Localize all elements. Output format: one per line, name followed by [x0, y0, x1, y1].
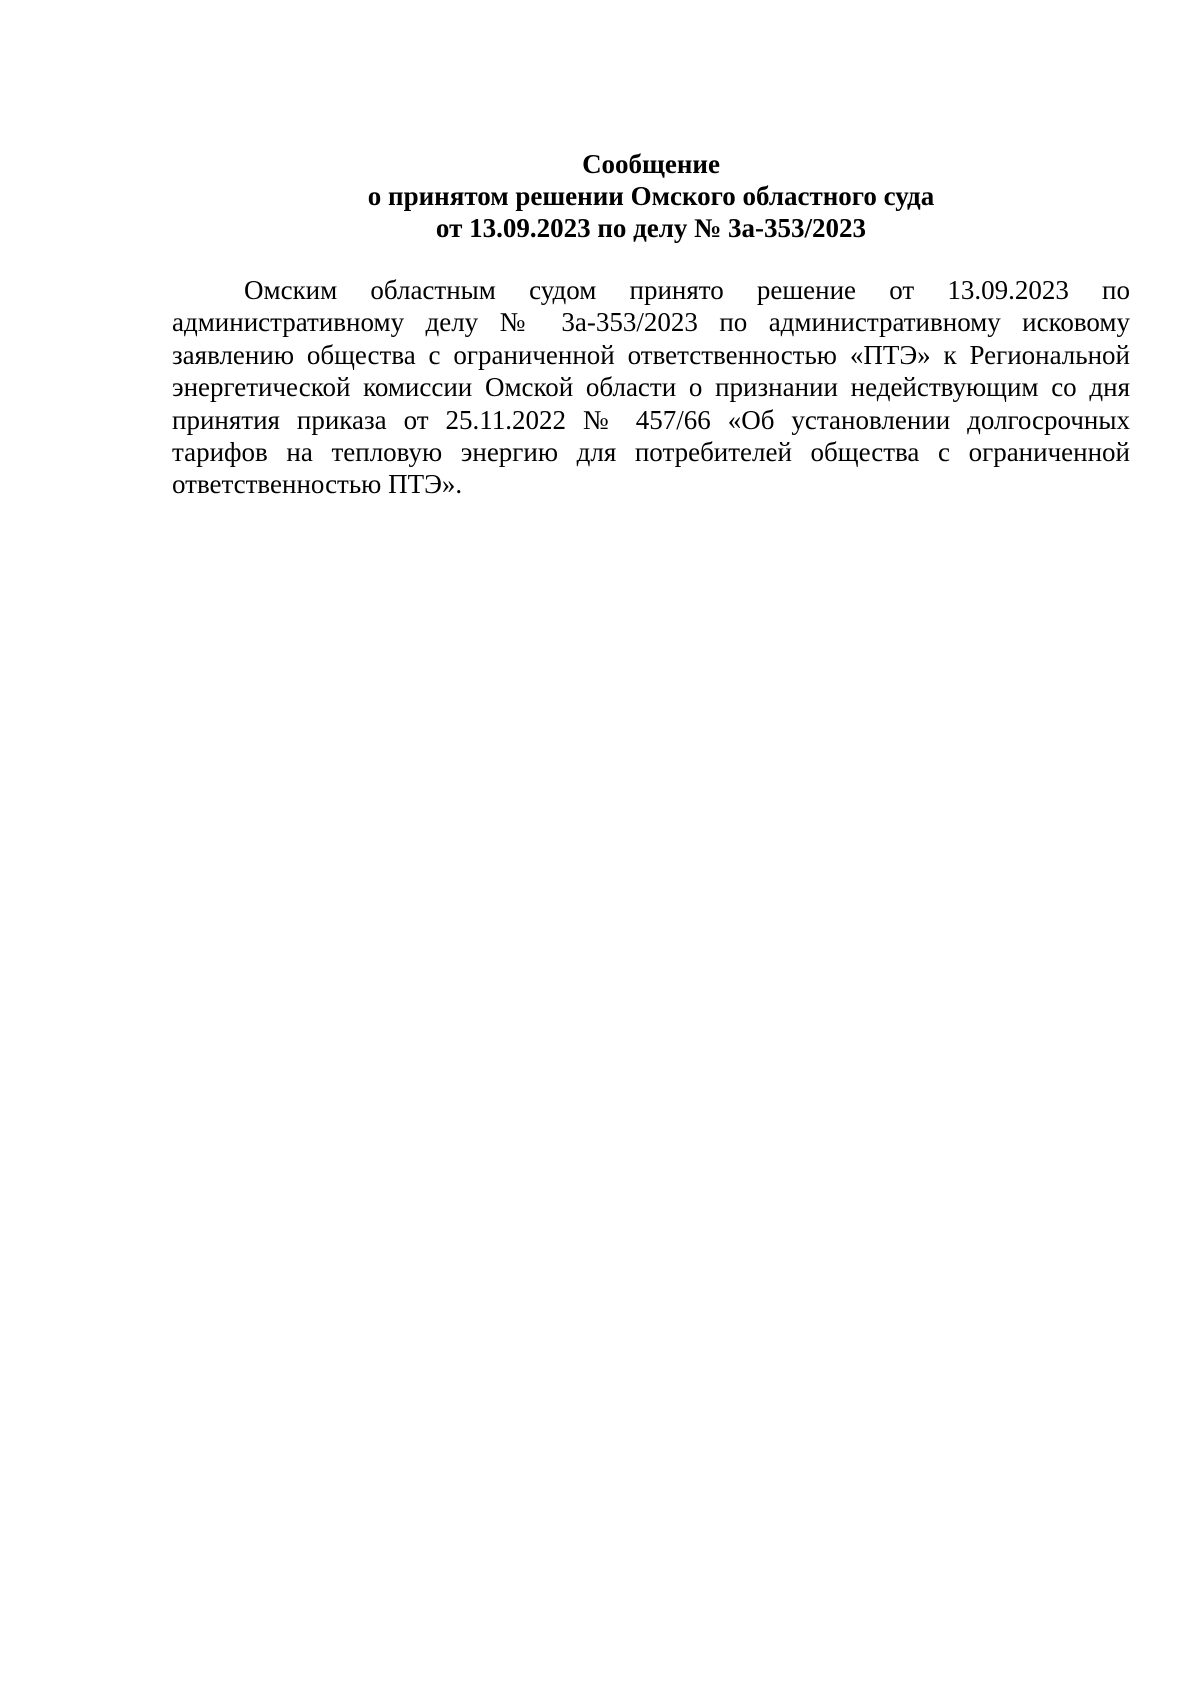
title-line-3: от 13.09.2023 по делу № 3а-353/2023 — [435, 213, 867, 243]
body-paragraph: Омским областным судом принято решение от 13.09.2023 по административному делу № 3а-353/2023 по административному исковому заявлению общества с ограниченной ответственностью «ПТЭ» к Региональной энергетической комиссии Омской области о признании недействующим со дня принятия приказа от 25.11.2022 № 457/66 «Об установлении долгосрочных тарифов на тепловую энергию для потребителей общества с ограниченной ответственностью ПТЭ». — [172, 275, 1130, 500]
title-line-1: Сообщение — [582, 149, 720, 179]
document-title — [172, 148, 1130, 244]
title-line-2: о принятом решении Омского областного суда — [367, 181, 935, 211]
